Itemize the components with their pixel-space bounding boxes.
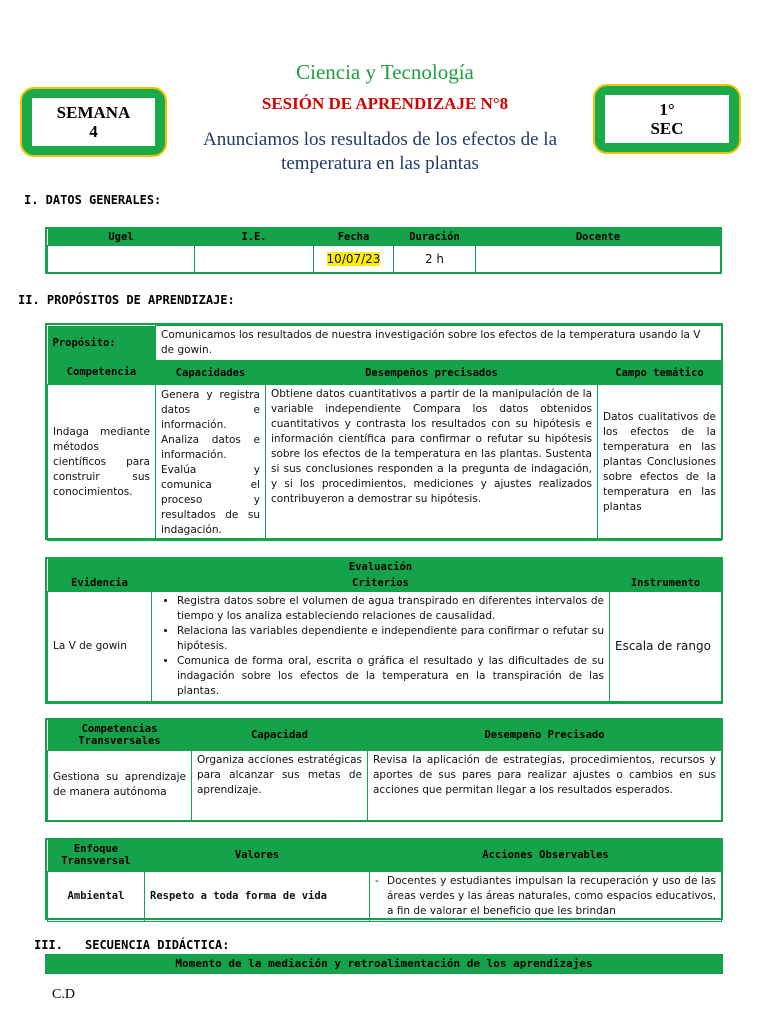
fecha-value: 10/07/23 — [326, 251, 381, 266]
propositos-table — [47, 325, 722, 541]
valor-text: Respeto a toda forma de vida — [145, 871, 370, 921]
criterios-list — [157, 594, 604, 699]
ugel-value — [48, 246, 195, 273]
grade-box — [593, 84, 741, 154]
duracion-value: 2 h — [394, 246, 476, 273]
section-datos-generales: I. DATOS GENERALES: — [24, 193, 162, 207]
datos-table — [47, 229, 721, 273]
th-desempenos: Desempeños precisados — [266, 361, 598, 385]
dash-bullet: - — [375, 874, 379, 887]
criterios-cell — [152, 592, 610, 702]
th-capacidad: Capacidad — [192, 720, 368, 750]
transversal-capacidad-text: Organiza acciones estratégicas para alcanzar sus metas de aprendizaje. — [192, 750, 368, 820]
transversal-desempeno-text: Revisa la aplicación de estrategias, procedimientos, recursos y aportes de sus pares para realizar ajustes o cambios en sus acciones que permitan llegar a los resultados esperados. — [368, 750, 722, 820]
th-competencias-transversales: Competencias Transversales — [48, 720, 192, 750]
lesson-title-line2: temperatura en las plantas — [281, 153, 479, 174]
th-duracion: Duración — [394, 229, 476, 246]
week-label: SEMANA — [56, 103, 131, 122]
grade-level: SEC — [650, 119, 684, 138]
th-acciones-observables: Acciones Observables — [370, 840, 722, 871]
accion-text: Docentes y estudiantes impulsan la recuperación y uso de las áreas verdes y las áreas naturales, como espacios educativos, a fin de valorar el beneficio que les brindan — [387, 874, 716, 917]
th-ie: I.E. — [195, 229, 314, 246]
week-number: 4 — [89, 122, 98, 141]
th-enfoque-transversal: Enfoque Transversal — [48, 840, 145, 871]
secuencia-banner: Momento de la mediación y retroalimentación de los aprendizajes — [45, 954, 723, 974]
grade-number: 1° — [659, 100, 675, 119]
proposito-text: Comunicamos los resultados de nuestra investigación sobre los efectos de la temperatura usando la V de gowin. — [156, 326, 722, 361]
th-valores: Valores — [145, 840, 370, 871]
evidencia-text: La V de gowin — [48, 592, 152, 702]
proposito-label: Propósito: — [48, 326, 156, 361]
transversal-competencia-text: Gestiona su aprendizaje de manera autónoma — [48, 750, 192, 820]
transversales-table — [47, 720, 722, 821]
docente-value — [476, 246, 721, 273]
section-propositos: II. PROPÓSITOS DE APRENDIZAJE: — [18, 293, 235, 307]
th-ugel: Ugel — [48, 229, 195, 246]
acciones-cell — [370, 871, 722, 921]
campo-tematico-text: Datos cualitativos de los efectos de la temperatura en las plantas Conclusiones sobre efectos de la temperatura en las plantas — [598, 385, 722, 541]
section-secuencia-number: III. — [34, 938, 63, 952]
footer-text: C.D — [52, 987, 75, 1002]
lesson-title-line1: Anunciamos los resultados de los efectos de la — [202, 129, 558, 150]
capacidades-text: Genera y registra datos e información. Analiza datos e información. Evalúa y comunica el proceso y resultados de su indagación. — [156, 385, 266, 541]
lesson-title — [170, 128, 590, 176]
criterio-item: • Comunica de forma oral, escrita o gráfica el resultado y las dificultades de su indagación sobre los efectos de la temperatura en la transpiración de las plantas. — [177, 654, 604, 699]
competencia-text: Indaga mediante métodos científicos para construir sus conocimientos. — [48, 385, 156, 541]
th-evidencia: Evidencia — [48, 575, 152, 592]
th-docente: Docente — [476, 229, 721, 246]
th-competencia: Competencia — [48, 361, 156, 385]
session-title: SESIÓN DE APRENDIZAJE N°8 — [261, 94, 509, 113]
th-campo: Campo temático — [598, 361, 722, 385]
enfoque-ambiental: Ambiental — [48, 871, 145, 921]
ie-value — [195, 246, 314, 273]
section-secuencia-title: SECUENCIA DIDÁCTICA: — [85, 938, 230, 952]
th-fecha: Fecha — [314, 229, 394, 246]
criterio-item: • Relaciona las variables dependiente e independiente para confirmar o refutar su hipótesis. — [177, 624, 604, 654]
instrumento-text: Escala de rango — [610, 592, 722, 702]
evaluacion-table — [47, 559, 722, 702]
th-capacidades: Capacidades — [156, 361, 266, 385]
th-criterios: Criterios — [152, 575, 610, 592]
th-instrumento: Instrumento — [610, 575, 722, 592]
enfoque-table — [47, 840, 722, 922]
evaluacion-title: Evaluación — [152, 559, 610, 575]
week-box — [20, 87, 167, 157]
desempenos-text: Obtiene datos cuantitativos a partir de la manipulación de la variable independiente Compara los datos obtenidos cuantitativos y contrasta los resultados con su hipótesis e información científica para confirmar o refutar su hipótesis sobre los efectos de la temperatura en las plantas. Sustenta si sus conclusiones responden a la pregunta de indagación, y si los procedimientos, mediciones y ajustes realizados contribuyeron a demostrar su hipótesis. — [266, 385, 598, 541]
th-desempeno-precisado: Desempeño Precisado — [368, 720, 722, 750]
criterio-item: • Registra datos sobre el volumen de agua transpirado en diferentes intervalos de tiempo y los analiza estableciendo relaciones de causalidad. — [177, 594, 604, 624]
subject-title: Ciencia y Tecnología — [296, 60, 474, 84]
